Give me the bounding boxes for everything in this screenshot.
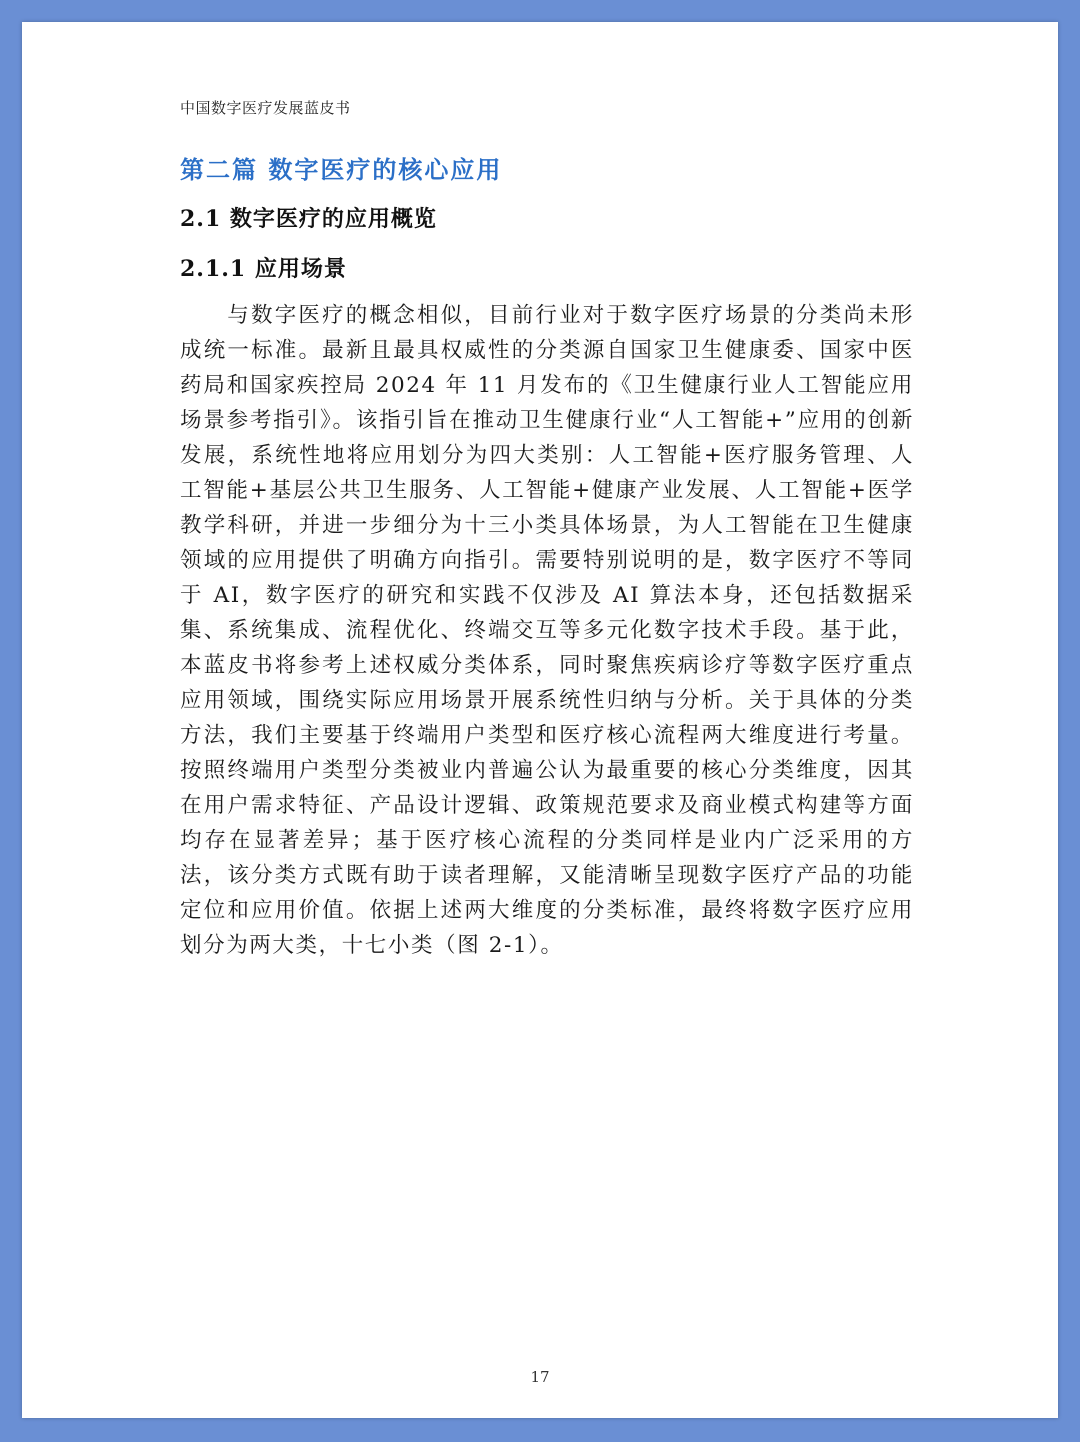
page-number: 17 [530, 1368, 550, 1386]
document-page [22, 22, 1058, 1418]
subsection-title: 2.1.1 应用场景 [180, 256, 347, 282]
body-paragraph: 与数字医疗的概念相似，目前行业对于数字医疗场景的分类尚未形成统一标准。最新且最具权威性的分类源自国家卫生健康委、国家中医药局和国家疾控局 2024 年 11 月发布的《卫生健康行业人工智能应用场景参考指引》。该指引旨在推动卫生健康行业“人工智能+”应用的创新发展，系统性地将应用划分为四大类别：人工智能+医疗服务管理、人工智能+基层公共卫生服务、人工智能+健康产业发展、人工智能+医学教学科研，并进一步细分为十三小类具体场景，为人工智能在卫生健康领域的应用提供了明确方向指引。需要特别说明的是，数字医疗不等同于 AI，数字医疗的研究和实践不仅涉及 AI 算法本身，还包括数据采集、系统集成、流程优化、终端交互等多元化数字技术手段。基于此，本蓝皮书将参考上述权威分类体系，同时聚焦疾病诊疗等数字医疗重点应用领域，围绕实际应用场景开展系统性归纳与分析。关于具体的分类方法，我们主要基于终端用户类型和医疗核心流程两大维度进行考量。按照终端用户类型分类被业内普遍公认为最重要的核心分类维度，因其在用户需求特征、产品设计逻辑、政策规范要求及商业模式构建等方面均存在显著差异；基于医疗核心流程的分类同样是业内广泛采用的方法，该分类方式既有助于读者理解，又能清晰呈现数字医疗产品的功能定位和应用价值。依据上述两大维度的分类标准，最终将数字医疗应用划分为两大类，十七小类（图 2-1）。 [180, 303, 914, 958]
section-title: 2.1 数字医疗的应用概览 [180, 206, 437, 232]
part-title: 第二篇 数字医疗的核心应用 [180, 155, 503, 184]
running-header: 中国数字医疗发展蓝皮书 [180, 99, 351, 117]
